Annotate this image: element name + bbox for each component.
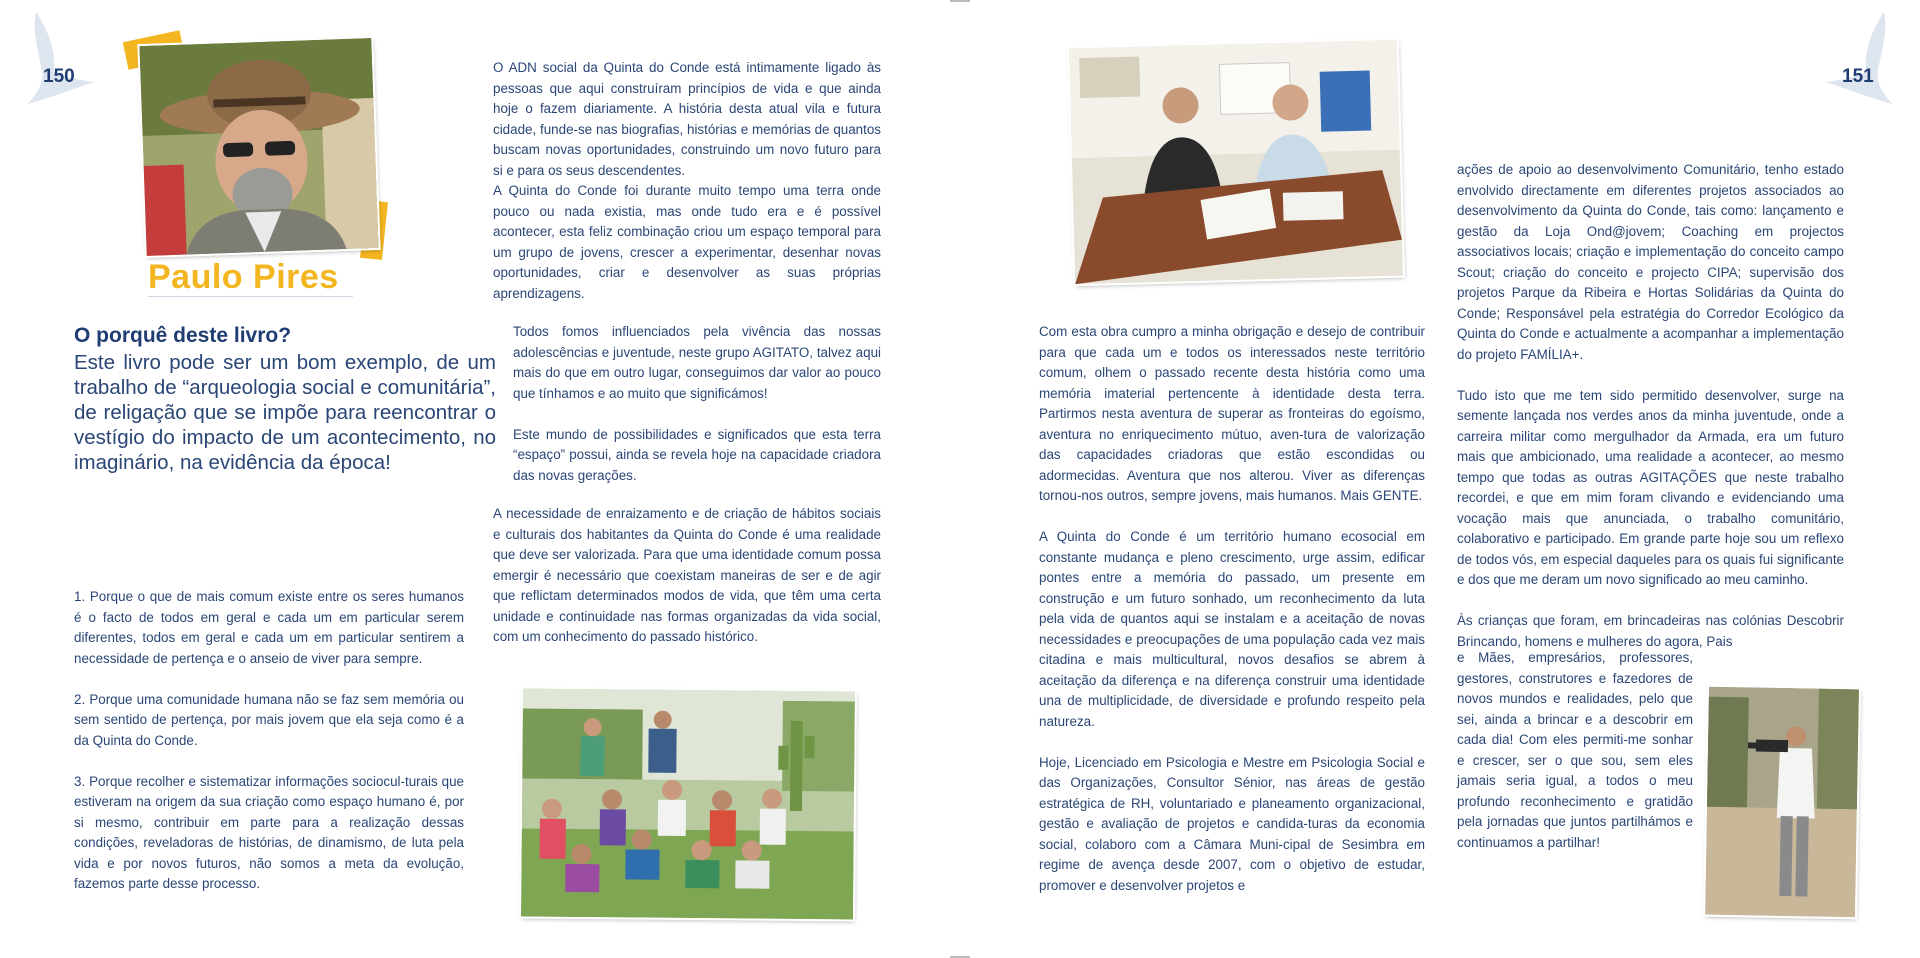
reason-1: 1. Porque o que de mais comum existe entre os seres humanos é o facto de todos em geral e cada um em particular serem diferentes, todos em geral e cada um em particular sentirem a necessidade de pertença e o anseio de viver para sempre.: [74, 589, 464, 666]
reasons-list: [74, 587, 464, 915]
bird-ornament-icon: [1822, 10, 1902, 105]
col2-paragraph-2: A Quinta do Conde foi durante muito tempo uma terra onde pouco ou nada existia, mas onde tudo era e é possível acontecer, esta feliz combinação criou um espaço temporal para um grupo de jovens, crescer a experimentar, desenhar novas oportunidades, criar e desenvolver as suas próprias aprendizagens.: [493, 183, 881, 301]
left-col2-block1: [493, 58, 881, 304]
col2-paragraph-4: Este mundo de possibilidades e significados que esta terra “espaço” possui, ainda se revela hoje na capacidade criadora das novas gerações.: [513, 426, 881, 483]
right-col2-paragraph-3-lead: Às crianças que foram, em brincadeiras nas colónias Descobrir Brincando, homens e mulheres do agora, Pais: [1457, 613, 1844, 649]
right-col1-paragraph-1: Com esta obra cumpro a minha obrigação e desejo de contribuir para que cada um e todos os interessados neste território comum, olhem o passado recente desta história como uma memória imaterial pertencente à identidade desta terra. Partirmos nesta aventura de superar as fronteiras do egoísmo, aventura no enriquecimento mútuo, aven-tura de valorização das capacidades criadoras que estão escondidas ou adormecidas. Aventura que nos alterou. Viver as diferenças tornou-nos outros, sempre jovens, mais humanos. Mais GENTE.: [1039, 324, 1425, 503]
left-col2-block2: [513, 322, 881, 507]
right-col1-paragraph-3: Hoje, Licenciado em Psicologia e Mestre em Psicologia Social e das Organizações, Consultor Sénior, nas áreas de gestão estratégica de RH, voluntariado e planeamento organizacional, gestão e avaliação de projetos e candida-turas da economia social, colaboro com a Câmara Muni-cipal de Sesimbra em regime de avença desde 2007, com o objetivo de estudar, promover e desenvolver projetos e: [1039, 754, 1425, 893]
portrait-frame: [125, 36, 400, 266]
col2-paragraph-5: A necessidade de enraizamento e de criação de hábitos sociais e culturais dos habitantes da Quinta do Conde é uma realidade que deve ser valorizada. Para que uma identidade comum possa emergir é necessário que coexistam maneiras de ser e de agir que reflictam determinados modos de vida, que têm uma certa unidade e continuidade nas formas organizadas da vida social, com um conhecimento do passado histórico.: [493, 506, 881, 644]
cameraman-photo: [1705, 687, 1859, 918]
left-col2-block3: [493, 504, 881, 668]
col2-paragraph-3: Todos fomos influenciados pela vivência das nossas adolescências e juventude, neste grupo AGITATO, talvez aqui mais do que em outro lugar, conseguimos dar valor ao pouco que tínhamos e ao muito que significámos!: [513, 324, 881, 401]
intro-text: Este livro pode ser um bom exemplo, de um trabalho de “arqueologia social e comunitária”, de religação que se impõe para reencontrar o vestígio do impacto de um acontecimento, no imaginário, na evidência da época!: [74, 351, 496, 474]
office-photo: [1069, 40, 1403, 285]
right-col2-paragraph-3-wrap: e Mães, empresários, professores, gestores, construtores e fazedores de novos mundos e realidades, pelo que sei, ainda a brincar e a descobrir em cada dia! Com eles permiti-me sonhar e crescer, ser o que sou, sem eles jamais seria igual, a todos o meu profundo reconhecimento e gratidão pela jornadas que juntos partilhámos e continuamos a partilhar!: [1457, 650, 1693, 850]
page-number: 151: [1842, 66, 1874, 87]
author-name: Paulo Pires: [148, 258, 339, 296]
page-number: 150: [43, 66, 75, 87]
section-heading: O porquê deste livro?: [74, 324, 292, 347]
bird-ornament-icon: [18, 10, 98, 105]
right-col1: [1039, 322, 1425, 917]
name-underline: [148, 296, 353, 297]
reason-3: 3. Porque recolher e sistematizar informações sociocul-turais que estiveram na origem da sua criação como espaço humano é, por si mesmo, contribuir em parte para a realização dessas condições, reveladoras de histórias, de dinamismo, de luta pela vida e por novos futuros, não somos a meta da evolução, fazemos parte desse processo.: [74, 773, 464, 891]
author-portrait: [139, 38, 378, 256]
right-col2: [1457, 160, 1844, 652]
reason-2: 2. Porque uma comunidade humana não se faz sem memória ou sem sentido de pertença, por mais jovem que ela seja como é a da Quinta do Conde.: [74, 691, 464, 748]
group-photo: [521, 689, 855, 920]
right-col1-paragraph-2: A Quinta do Conde é um território humano ecosocial em constante mudança e pleno crescimento, urge assim, edificar pontes entre a memória do passado, um presente em construção e um futuro sonhado, um reconhecimento da luta pela vida de quantos aqui se instalam e a aceitação de novas necessidades e preocupações de uma população cada vez mais citadina e mais multicultural, novos desafios se abrem à aceitação da diferença e na diferença construir uma identidade una de multiplicidade, de diversidade e profundo respeito pela natureza.: [1039, 529, 1425, 729]
col2-paragraph-1: O ADN social da Quinta do Conde está intimamente ligado às pessoas que aqui construíram princípios de vida e que ainda hoje o fazem diariamente. A história desta atual vila e futura cidade, funde-se nas biografias, histórias e memórias de quantos buscam novas oportunidades, construindo um novo futuro para si e para os seus descendentes.: [493, 60, 881, 178]
right-page: [960, 0, 1920, 958]
right-col2-wrap: [1457, 648, 1693, 853]
right-col2-paragraph-2: Tudo isto que me tem sido permitido desenvolver, surge na semente lançada nos verdes anos da minha juventude, onde a carreira militar como mergulhador da Armada, era um futuro mais que ambicionado, uma realidade a acontecer, ao mesmo tempo que todas as outras AGITAÇÕES que neste trabalho recordei, e que em mim foram clivando e evidenciando uma vocação mais que anunciada, o trabalho comunitário, colaborativo e participado. Em grande parte hoje sou um reflexo de todos vós, em especial daqueles para os quais fui significante e dos que me deram um novo significado ao meu caminho.: [1457, 387, 1844, 587]
right-col2-paragraph-1: ações de apoio ao desenvolvimento Comunitário, tenho estado envolvido directamente em diferentes projetos associados ao desenvolvimento da Quinta do Conde, tais como: lançamento e gestão da Loja Ond@jovem; Coaching em projectos associativos locais; criação e implementação do conceito campo Scout; criação do conceito e projecto CIPA; supervisão dos projetos Parque da Ribeira e Hortas Solidárias da Quinta do Conde; Responsável pela estratégia do Corredor Ecológico da Quinta do Conde e actualmente a acompanhar a implementação do projeto FAMÍLIA+.: [1457, 162, 1844, 362]
